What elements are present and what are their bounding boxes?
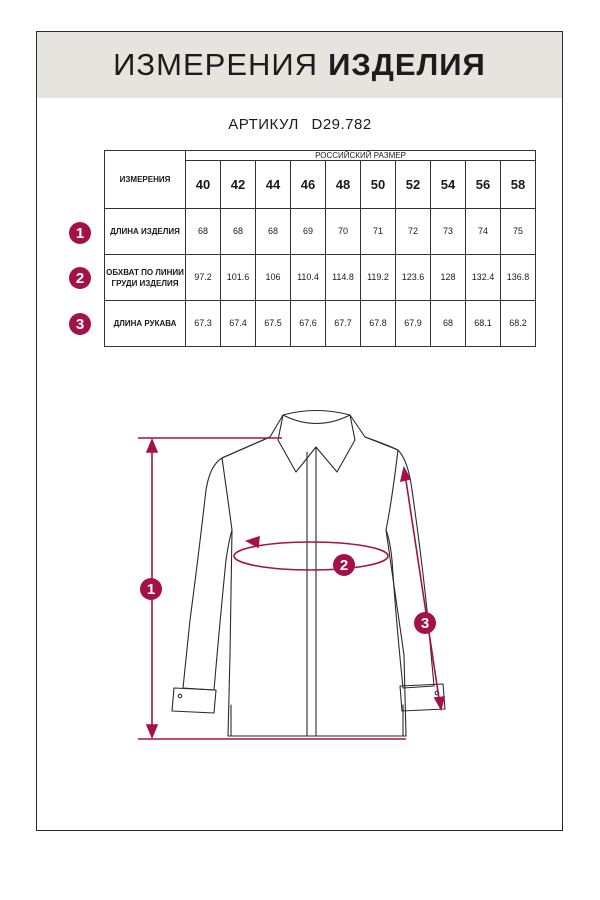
table-cell: 68.2 (501, 301, 536, 347)
size-54: 54 (431, 161, 466, 209)
row-label-chest: ОБХВАТ ПО ЛИНИИ ГРУДИ ИЗДЕЛИЯ (105, 255, 186, 301)
chest-arrow-head (247, 537, 259, 547)
table-cell: 106 (256, 255, 291, 301)
table-cell: 69 (291, 209, 326, 255)
size-52: 52 (396, 161, 431, 209)
row-badge-1: 1 (69, 222, 91, 244)
article-label: АРТИКУЛ (228, 116, 299, 133)
size-40: 40 (186, 161, 221, 209)
table-cell: 75 (501, 209, 536, 255)
row-badge-3: 3 (69, 313, 91, 335)
size-50: 50 (361, 161, 396, 209)
table-cell: 128 (431, 255, 466, 301)
row-badge-2: 2 (69, 267, 91, 289)
size-48: 48 (326, 161, 361, 209)
row-label-sleeve: ДЛИНА РУКАВА (105, 301, 186, 347)
table-cell: 68.1 (466, 301, 501, 347)
table-cell: 74 (466, 209, 501, 255)
diagram-marker-1: 1 (140, 578, 162, 600)
table-cell: 101.6 (221, 255, 256, 301)
table-cell: 119.2 (361, 255, 396, 301)
length-arrow-bottom (147, 725, 157, 737)
table-cell: 97.2 (186, 255, 221, 301)
table-cell: 67.9 (396, 301, 431, 347)
table-cell: 71 (361, 209, 396, 255)
header-title-light: ИЗМЕРЕНИЯ (113, 47, 319, 82)
table-cell: 132.4 (466, 255, 501, 301)
table-cell: 68 (221, 209, 256, 255)
table-cell: 67.8 (361, 301, 396, 347)
size-header: РОССИЙСКИЙ РАЗМЕР (186, 151, 536, 161)
table-cell: 123.6 (396, 255, 431, 301)
diagram-marker-3: 3 (414, 612, 436, 634)
table-cell: 67.3 (186, 301, 221, 347)
size-58: 58 (501, 161, 536, 209)
table-cell: 70 (326, 209, 361, 255)
measure-lines (138, 438, 444, 739)
table-cell: 68 (186, 209, 221, 255)
size-46: 46 (291, 161, 326, 209)
table-cell: 110.4 (291, 255, 326, 301)
row-label-length: ДЛИНА ИЗДЕЛИЯ (105, 209, 186, 255)
table-cell: 68 (431, 301, 466, 347)
size-56: 56 (466, 161, 501, 209)
table-cell: 136.8 (501, 255, 536, 301)
table-cell: 72 (396, 209, 431, 255)
sleeve-arrow-top (401, 468, 410, 481)
table-cell: 67.5 (256, 301, 291, 347)
article-code: D29.782 (311, 116, 372, 133)
diagram-marker-2: 2 (333, 554, 355, 576)
sleeve-arrow-bottom (435, 697, 444, 709)
length-arrow-top (147, 440, 157, 452)
table-cell: 67.6 (291, 301, 326, 347)
table-cell: 67.4 (221, 301, 256, 347)
table-cell: 68 (256, 209, 291, 255)
size-42: 42 (221, 161, 256, 209)
table-corner-label: ИЗМЕРЕНИЯ (105, 151, 186, 209)
header-title-bold: ИЗДЕЛИЯ (328, 47, 486, 82)
table-cell: 73 (431, 209, 466, 255)
sleeve-arrow (405, 474, 440, 705)
table-cell: 67.7 (326, 301, 361, 347)
size-44: 44 (256, 161, 291, 209)
shirt-outline (172, 411, 445, 737)
table-cell: 114.8 (326, 255, 361, 301)
